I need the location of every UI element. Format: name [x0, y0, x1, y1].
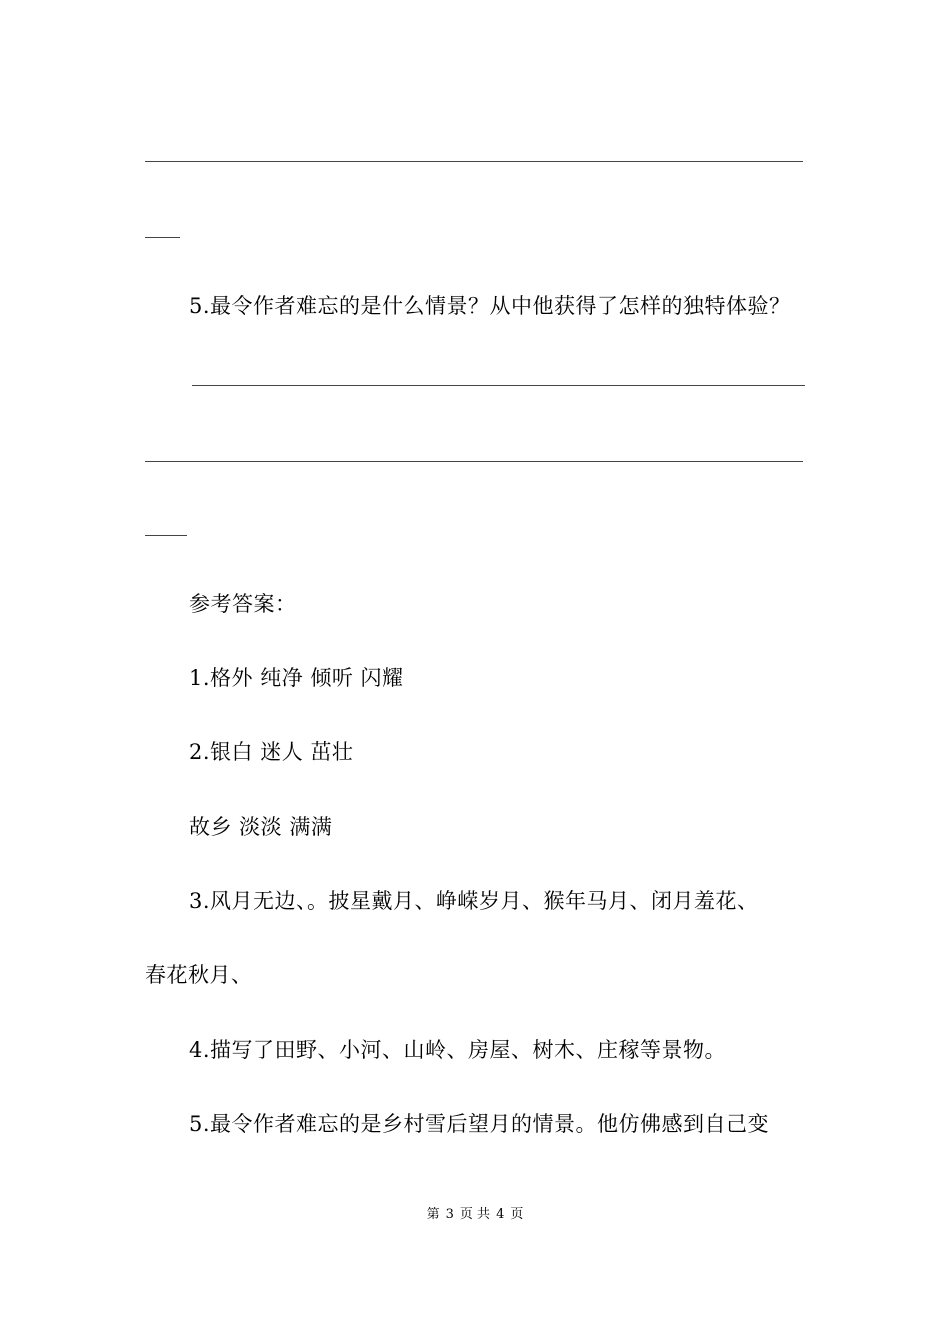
answer-5-line-1: 5.最令作者难忘的是乡村雪后望月的情景。他仿佛感到自己变 [189, 1112, 770, 1136]
answer-blank-line-short [145, 535, 187, 536]
answer-blank-line [145, 161, 803, 162]
question-5: 5.最令作者难忘的是什么情景？从中他获得了怎样的独特体验？ [189, 294, 791, 318]
answers-heading: 参考答案： [189, 592, 297, 616]
answer-blank-line-short [145, 237, 180, 238]
footer-current-page: 3 [445, 1207, 454, 1222]
answer-2-line-1: 2.银白 迷人 茁壮 [189, 740, 354, 764]
answer-blank-line [145, 461, 803, 462]
answer-2-line-2: 故乡 淡淡 满满 [189, 815, 333, 839]
footer-total-pages: 4 [496, 1207, 505, 1222]
footer-prefix: 第 [426, 1207, 440, 1222]
answer-3-line-2: 春花秋月、 [145, 963, 253, 987]
answer-1: 1.格外 纯净 倾听 闪耀 [189, 666, 404, 690]
page-footer [0, 1206, 950, 1224]
answer-4: 4.描写了田野、小河、山岭、房屋、树木、庄稼等景物。 [189, 1038, 727, 1062]
footer-suffix: 页 [510, 1207, 524, 1222]
answer-3-line-1: 3.风月无边、。披星戴月、峥嵘岁月、猴年马月、闭月羞花、 [189, 889, 759, 913]
footer-mid: 页 共 [459, 1207, 491, 1222]
answer-blank-line [192, 385, 805, 386]
